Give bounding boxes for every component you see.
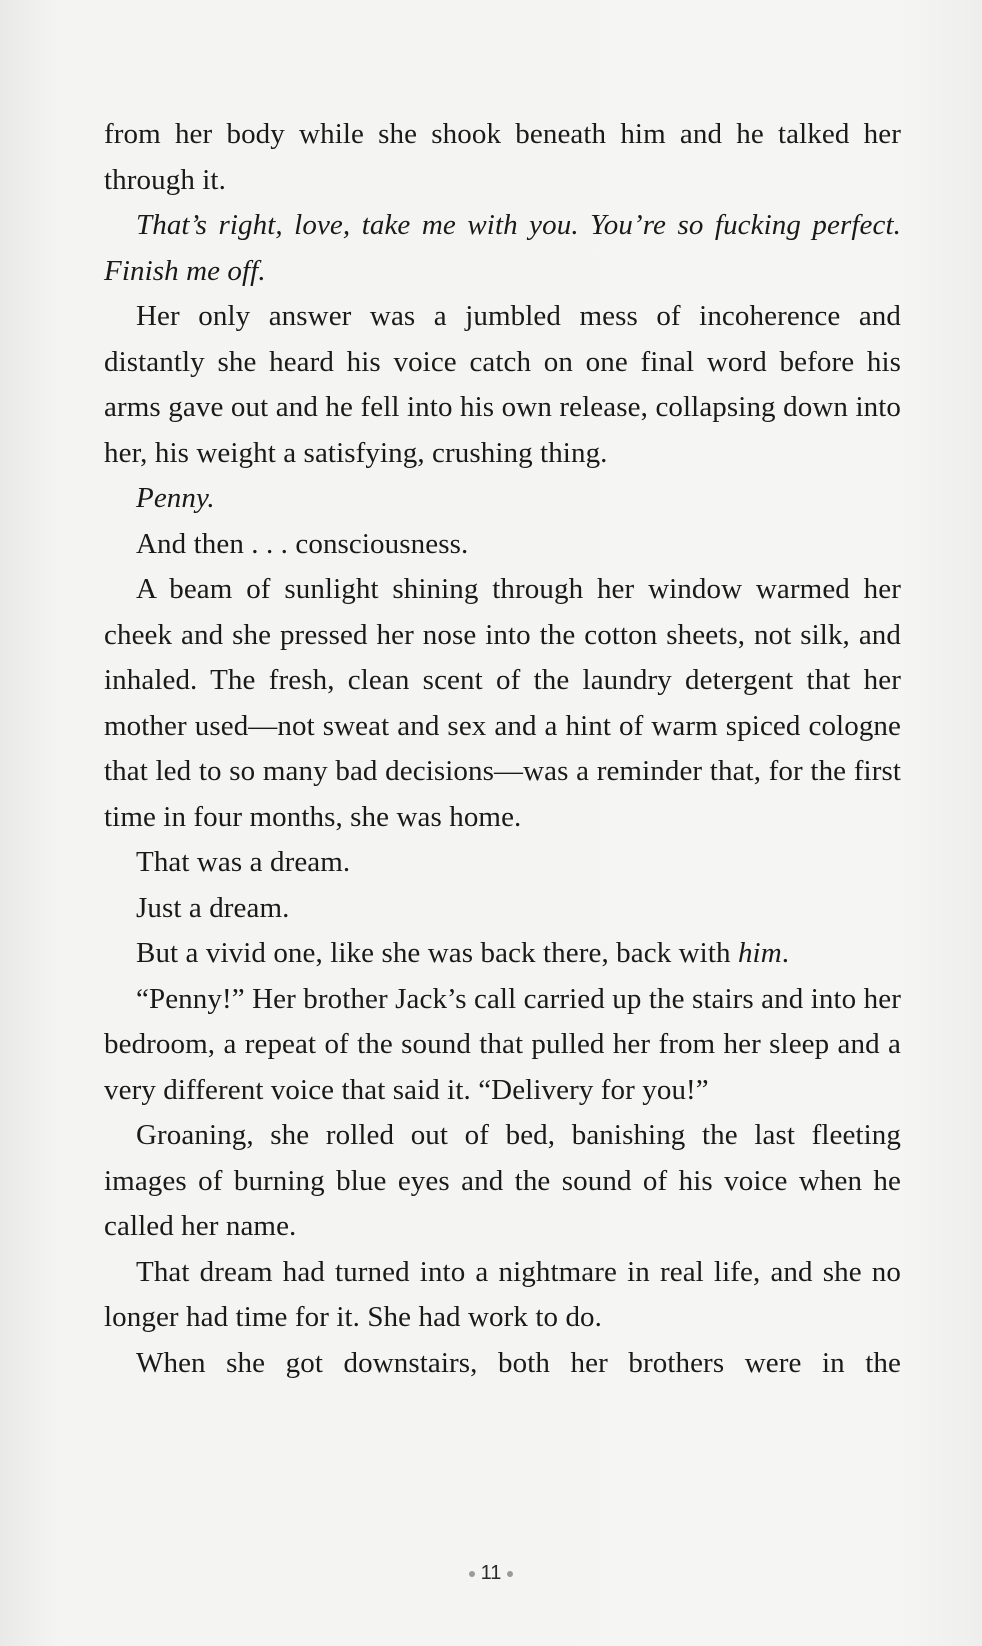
text-run: Groaning, she rolled out of bed, banishing the last fleeting images of burning blue eyes and the sound of his voice when he called her name.	[104, 1119, 901, 1242]
paragraph	[104, 1341, 901, 1387]
text-run: from her body while she shook beneath him and he talked her through it.	[104, 118, 901, 196]
text-run: And then . . . consciousness.	[136, 527, 469, 560]
text-run: When she got downstairs, both her brothers were in the	[136, 1346, 901, 1379]
text-run: Just a dream.	[136, 891, 290, 924]
paragraph	[104, 522, 901, 568]
paragraph	[104, 977, 901, 1114]
text-run: .	[781, 937, 790, 969]
paragraph	[104, 294, 901, 476]
body-text	[104, 112, 901, 1386]
paragraph	[104, 112, 901, 203]
text-run: But a vivid one, like she was back there, back with	[136, 937, 738, 969]
bullet-dot-right	[507, 1571, 513, 1577]
paragraph	[104, 203, 901, 294]
italic-run: him	[737, 937, 782, 969]
italic-run: That’s right, love, take me with you. You’re so fucking perfect. Finish me off.	[104, 209, 901, 287]
paragraph	[104, 567, 901, 840]
text-run: That dream had turned into a nightmare in real life, and she no longer had time for it. She had work to do.	[104, 1255, 901, 1333]
page-number: 11	[480, 1562, 502, 1584]
paragraph	[104, 476, 901, 522]
italic-run: Penny.	[136, 482, 215, 514]
paragraph	[104, 840, 901, 886]
text-run: “Penny!” Her brother Jack’s call carried up the stairs and into her bedroom, a repeat of the sound that pulled her from her sleep and a very different voice that said it. “Delivery for you!”	[104, 982, 901, 1106]
text-run: A beam of sunlight shining through her window warmed her cheek and she pressed her nose into the cotton sheets, not silk, and inhaled. The fresh, clean scent of the laundry detergent that her mother used—not sweat and sex and a hint of warm spiced cologne that led to so many bad decisions—was a reminder that, for the first time in four months, she was home.	[104, 573, 901, 833]
text-run: That was a dream.	[136, 846, 351, 878]
page-number-footer	[0, 1562, 982, 1585]
paragraph	[104, 931, 901, 977]
paragraph	[104, 1113, 901, 1250]
paragraph	[104, 886, 901, 932]
bullet-dot-left	[469, 1571, 475, 1577]
paragraph	[104, 1250, 901, 1341]
text-run: Her only answer was a jumbled mess of incoherence and distantly she heard his voice catch on one final word before his arms gave out and he fell into his own release, collapsing down into her, his weight a satisfying, crushing thing.	[104, 300, 901, 469]
